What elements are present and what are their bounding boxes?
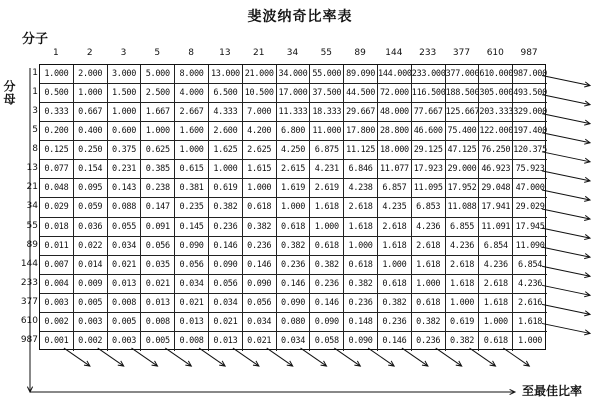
row-header: 55 [26,220,38,231]
diagonal-arrow [64,348,90,366]
table-cell: 0.056 [209,275,243,294]
table-cell: 28.800 [378,122,412,141]
table-cell: 13.000 [209,65,243,84]
row-header: 5 [32,125,38,136]
table-cell: 1.618 [344,218,378,237]
table-cell: 0.125 [40,141,74,160]
table-cell: 21.000 [243,65,277,84]
table-cell: 0.036 [74,218,108,237]
table-cell: 1.000 [175,141,209,160]
table-cell: 4.333 [209,103,243,122]
table-cell: 0.382 [412,313,446,332]
diagonal-arrow [334,348,360,366]
table-cell: 0.146 [310,294,344,313]
table-cell: 1.600 [175,122,209,141]
table-cell: 6.854 [479,237,513,256]
table-cell: 0.600 [108,122,142,141]
table-cell: 0.034 [175,275,209,294]
table-cell: 0.034 [209,294,243,313]
table-cell: 2.600 [209,122,243,141]
table-cell: 6.500 [209,84,243,103]
table-cell: 11.095 [412,179,446,198]
row-header: 377 [20,296,38,307]
table-cell: 0.236 [412,332,446,351]
table-cell: 0.003 [74,313,108,332]
table-cell: 2.500 [141,84,175,103]
table-cell: 0.021 [175,294,209,313]
table-cell: 1.618 [513,313,547,332]
table-cell: 0.088 [108,198,142,217]
table-cell: 0.022 [74,237,108,256]
table-cell: 0.615 [175,160,209,179]
table-cell: 37.500 [310,84,344,103]
table-cell: 0.618 [412,294,446,313]
table-cell: 6.854 [513,256,547,275]
table-cell: 0.250 [74,141,108,160]
table-cell: 4.235 [378,198,412,217]
table-cell: 6.857 [378,179,412,198]
table-cell: 0.146 [378,332,412,351]
table-cell: 29.029 [513,198,547,217]
table-cell: 29.048 [479,179,513,198]
table-cell: 11.333 [277,103,311,122]
table-cell: 1.000 [412,275,446,294]
table-cell: 11.091 [479,218,513,237]
diagonal-arrow [503,348,529,366]
table-cell: 1.000 [243,179,277,198]
table-cell: 1.619 [277,179,311,198]
table-cell: 0.236 [310,275,344,294]
table-cell: 144.000 [378,65,412,84]
table-cell: 29.125 [412,141,446,160]
table-cell: 4.200 [243,122,277,141]
table-cell: 0.056 [141,237,175,256]
table-cell: 2.619 [310,179,344,198]
table-cell: 0.021 [108,256,142,275]
table-cell: 0.055 [108,218,142,237]
table-cell: 17.952 [446,179,480,198]
table-cell: 0.148 [344,313,378,332]
table-cell: 0.090 [243,275,277,294]
table-cell: 6.846 [344,160,378,179]
table-cell: 0.235 [175,198,209,217]
table-cell: 0.333 [40,103,74,122]
table-cell: 1.625 [209,141,243,160]
column-header: 377 [452,48,471,58]
table-cell: 0.007 [40,256,74,275]
table-cell: 0.618 [344,256,378,275]
table-cell: 4.231 [310,160,344,179]
table-cell: 1.000 [344,237,378,256]
table-cell: 0.095 [74,179,108,198]
table-cell: 3.000 [108,65,142,84]
row-header: 89 [26,239,38,250]
table-cell: 0.001 [40,332,74,351]
table-cell: 7.000 [243,103,277,122]
table-cell: 122.000 [479,122,513,141]
table-cell: 89.090 [344,65,378,84]
table-cell: 377.000 [446,65,480,84]
table-cell: 4.236 [446,237,480,256]
table-cell: 5.000 [141,65,175,84]
table-cell: 1.618 [412,256,446,275]
table-cell: 0.625 [141,141,175,160]
row-header: 1 [32,68,38,78]
table-cell: 2.000 [74,65,108,84]
table-cell: 17.800 [344,122,378,141]
table-cell: 0.382 [344,275,378,294]
table-cell: 47.000 [513,179,547,198]
table-cell: 29.667 [344,103,378,122]
table-cell: 0.619 [446,313,480,332]
table-cell: 1.615 [243,160,277,179]
table-cell: 0.238 [141,179,175,198]
table-cell: 1.667 [141,103,175,122]
best-ratio-label: 至最佳比率 [522,384,583,398]
table-cell: 0.236 [378,313,412,332]
column-header: 89 [354,48,366,58]
diagonal-arrow [542,323,590,333]
diagonal-arrow [368,348,394,366]
table-cell: 0.090 [277,294,311,313]
table-cell: 11.000 [310,122,344,141]
column-header: 21 [252,48,265,58]
row-header: 233 [20,277,38,288]
table-cell: 305.000 [479,84,513,103]
table-cell: 4.238 [344,179,378,198]
table-cell: 0.382 [310,256,344,275]
table-cell: 0.618 [277,218,311,237]
row-header: 21 [26,182,38,193]
table-cell: 72.000 [378,84,412,103]
column-header: 55 [320,48,333,58]
table-cell: 0.013 [209,332,243,351]
table-cell: 0.005 [108,313,142,332]
diagonal-arrow [542,114,590,124]
table-cell: 0.090 [310,313,344,332]
table-cell: 0.029 [40,198,74,217]
column-header: 233 [419,48,437,58]
table-cell: 0.034 [277,332,311,351]
table-cell: 1.000 [277,198,311,217]
table-cell: 1.618 [479,294,513,313]
row-header: 3 [32,106,38,117]
table-cell: 17.941 [479,198,513,217]
table-cell: 0.035 [141,256,175,275]
table-cell: 0.014 [74,256,108,275]
diagonal-arrow [98,348,124,366]
diagonal-arrow [542,285,590,295]
table-cell: 18.000 [378,141,412,160]
table-cell: 17.945 [513,218,547,237]
table-cell: 1.500 [108,84,142,103]
diagonal-arrow [470,348,496,366]
table-cell: 188.500 [446,84,480,103]
row-header: 144 [20,258,38,269]
table-cell: 6.855 [446,218,480,237]
diagonal-arrow [542,304,590,314]
table-cell: 0.004 [40,275,74,294]
table-cell: 2.667 [175,103,209,122]
table-cell: 11.077 [378,160,412,179]
row-header: 610 [20,315,38,326]
table-cell: 0.011 [40,237,74,256]
diagonal-arrow [542,209,590,219]
table-cell: 1.000 [518,335,543,346]
table-cell: 0.375 [108,141,142,160]
table-cell: 0.056 [243,294,277,313]
table-cell: 46.923 [479,160,513,179]
table-cell: 6.853 [412,198,446,217]
table-cell: 10.500 [243,84,277,103]
table-cell: 11.088 [446,198,480,217]
table-cell: 0.618 [243,198,277,217]
table-cell: 0.005 [74,294,108,313]
table-cell: 0.056 [175,256,209,275]
table-cell: 0.154 [74,160,108,179]
table-cell: 0.002 [40,313,74,332]
table-cell: 120.375 [513,141,547,160]
column-header: 610 [486,48,504,58]
diagonal-arrow [402,348,428,366]
denominator-label: 分母 [2,80,16,106]
table-cell: 77.667 [412,103,446,122]
table-cell: 0.236 [344,294,378,313]
table-cell: 11.125 [344,141,378,160]
table-cell: 0.002 [74,332,108,351]
row-header: 34 [26,201,38,212]
table-cell: 0.382 [378,294,412,313]
table-cell: 46.600 [412,122,446,141]
table-cell: 1.000 [74,84,108,103]
table-cell: 329.000 [513,103,547,122]
diagonal-arrow [542,190,590,200]
table-cell: 0.034 [108,237,142,256]
table-cell: 4.236 [479,256,513,275]
diagonal-arrow [542,133,590,143]
table-cell: 0.618 [310,237,344,256]
diagonal-arrow [542,171,590,181]
column-header: 144 [385,48,403,58]
table-cell: 0.382 [209,198,243,217]
diagonal-arrow [301,348,327,366]
table-cell: 0.400 [74,122,108,141]
table-cell: 0.008 [175,332,209,351]
table-cell: 4.250 [277,141,311,160]
table-cell: 11.090 [513,237,547,256]
table-cell: 0.618 [479,332,513,351]
diagonal-arrow [542,152,590,162]
table-cell: 4.236 [513,275,547,294]
table-cell: 76.250 [479,141,513,160]
table-cell: 0.077 [40,160,74,179]
table-cell: 0.382 [243,218,277,237]
table-cell: 0.090 [175,237,209,256]
column-header: 34 [286,48,299,58]
row-header: 1 [32,87,38,98]
table-cell: 17.000 [277,84,311,103]
table-cell: 0.236 [209,218,243,237]
table-cell: 610.000 [479,65,513,84]
table-cell: 0.018 [40,218,74,237]
table-cell: 1.000 [479,313,513,332]
table-cell: 0.619 [209,179,243,198]
table-cell: 0.146 [209,237,243,256]
column-header: 2 [86,48,93,58]
table-cell: 1.000 [209,160,243,179]
diagonal-arrow [542,76,590,86]
table-cell: 18.333 [310,103,344,122]
diagonal-arrow [267,348,293,366]
table-cell: 0.236 [277,256,311,275]
diagonal-arrow [199,348,225,366]
table-cell: 125.667 [446,103,480,122]
table-cell: 2.618 [412,237,446,256]
table-cell: 1.618 [446,275,480,294]
table-cell: 0.013 [141,294,175,313]
table-cell: 17.923 [412,160,446,179]
table-cell: 75.923 [513,160,547,179]
table-cell: 0.146 [277,275,311,294]
diagonal-arrow [542,228,590,238]
table-cell: 44.500 [344,84,378,103]
table-cell: 0.146 [243,256,277,275]
table-cell: 2.625 [243,141,277,160]
table-cell: 987.000 [513,65,547,84]
column-header: 8 [188,48,194,58]
table-cell: 2.618 [344,198,378,217]
table-cell: 197.400 [513,122,547,141]
diagonal-arrow [542,266,590,276]
row-header: 13 [26,163,38,174]
table-cell: 1.618 [378,237,412,256]
table-cell: 0.008 [108,294,142,313]
table-cell: 493.500 [513,84,547,103]
table-cell: 203.333 [479,103,513,122]
table-cell: 2.618 [446,256,480,275]
table-cell: 1.000 [40,65,74,84]
table-cell: 2.618 [479,275,513,294]
table-cell: 1.000 [378,256,412,275]
table-cell: 0.381 [175,179,209,198]
table-cell: 6.800 [277,122,311,141]
diagonal-arrow [132,348,158,366]
diagonal-arrow [542,95,590,105]
table-cell: 0.021 [141,275,175,294]
table-cell: 8.000 [175,65,209,84]
table-cell: 1.618 [310,198,344,217]
table-cell: 0.034 [243,313,277,332]
table-cell: 0.021 [209,313,243,332]
table-cell: 1.000 [141,122,175,141]
table-cell: 0.385 [141,160,175,179]
table-cell: 2.618 [378,218,412,237]
table-cell: 0.058 [310,332,344,351]
diagonal-arrow [542,247,590,257]
table-cell: 0.080 [277,313,311,332]
table-cell: 34.000 [277,65,311,84]
diagonal-arrow [165,348,191,366]
table-cell: 233.000 [412,65,446,84]
table-cell: 0.231 [108,160,142,179]
table-cell: 0.382 [446,332,480,351]
table-cell: 0.090 [209,256,243,275]
table-cell: 2.615 [277,160,311,179]
table-cell: 0.009 [74,275,108,294]
diagonal-arrow [436,348,462,366]
table-cell: 4.000 [175,84,209,103]
row-header: 987 [20,334,38,345]
table-cell: 0.013 [108,275,142,294]
table-cell: 0.145 [175,218,209,237]
numerator-label: 分子 [22,32,49,47]
table-cell: 0.059 [74,198,108,217]
table-cell: 0.091 [141,218,175,237]
table-cell: 47.125 [446,141,480,160]
column-header: 5 [154,48,161,58]
table-cell: 4.236 [412,218,446,237]
diagonal-arrow [233,348,259,366]
page-title: 斐波纳奇比率表 [247,9,353,25]
table-cell: 0.003 [108,332,142,351]
table-cell: 75.400 [446,122,480,141]
table-cell: 0.048 [40,179,74,198]
table-cell: 1.000 [310,218,344,237]
table-cell: 0.021 [243,332,277,351]
table-cell: 0.200 [40,122,74,141]
table-cell: 0.618 [378,275,412,294]
table-cell: 0.667 [74,103,108,122]
table-cell: 1.000 [446,294,480,313]
table-cell: 0.500 [40,84,74,103]
table-cell: 0.003 [40,294,74,313]
column-header: 1 [53,48,59,58]
table-cell: 0.147 [141,198,175,217]
table-cell: 0.382 [277,237,311,256]
table-cell: 0.008 [141,313,175,332]
table-cell: 55.000 [310,65,344,84]
column-header: 3 [120,48,127,58]
table-cell: 48.000 [378,103,412,122]
table-cell: 0.236 [243,237,277,256]
table-cell: 116.500 [412,84,446,103]
table-cell: 0.005 [141,332,175,351]
table-cell: 0.013 [175,313,209,332]
table-cell: 6.875 [310,141,344,160]
column-header: 987 [520,48,538,58]
table-cell: 1.000 [108,103,142,122]
table-cell: 0.090 [344,332,378,351]
row-header: 8 [32,144,38,155]
table-cell: 2.616 [513,294,547,313]
table-cell: 0.143 [108,179,142,198]
table-cell: 29.000 [446,160,480,179]
column-header: 13 [219,48,231,58]
